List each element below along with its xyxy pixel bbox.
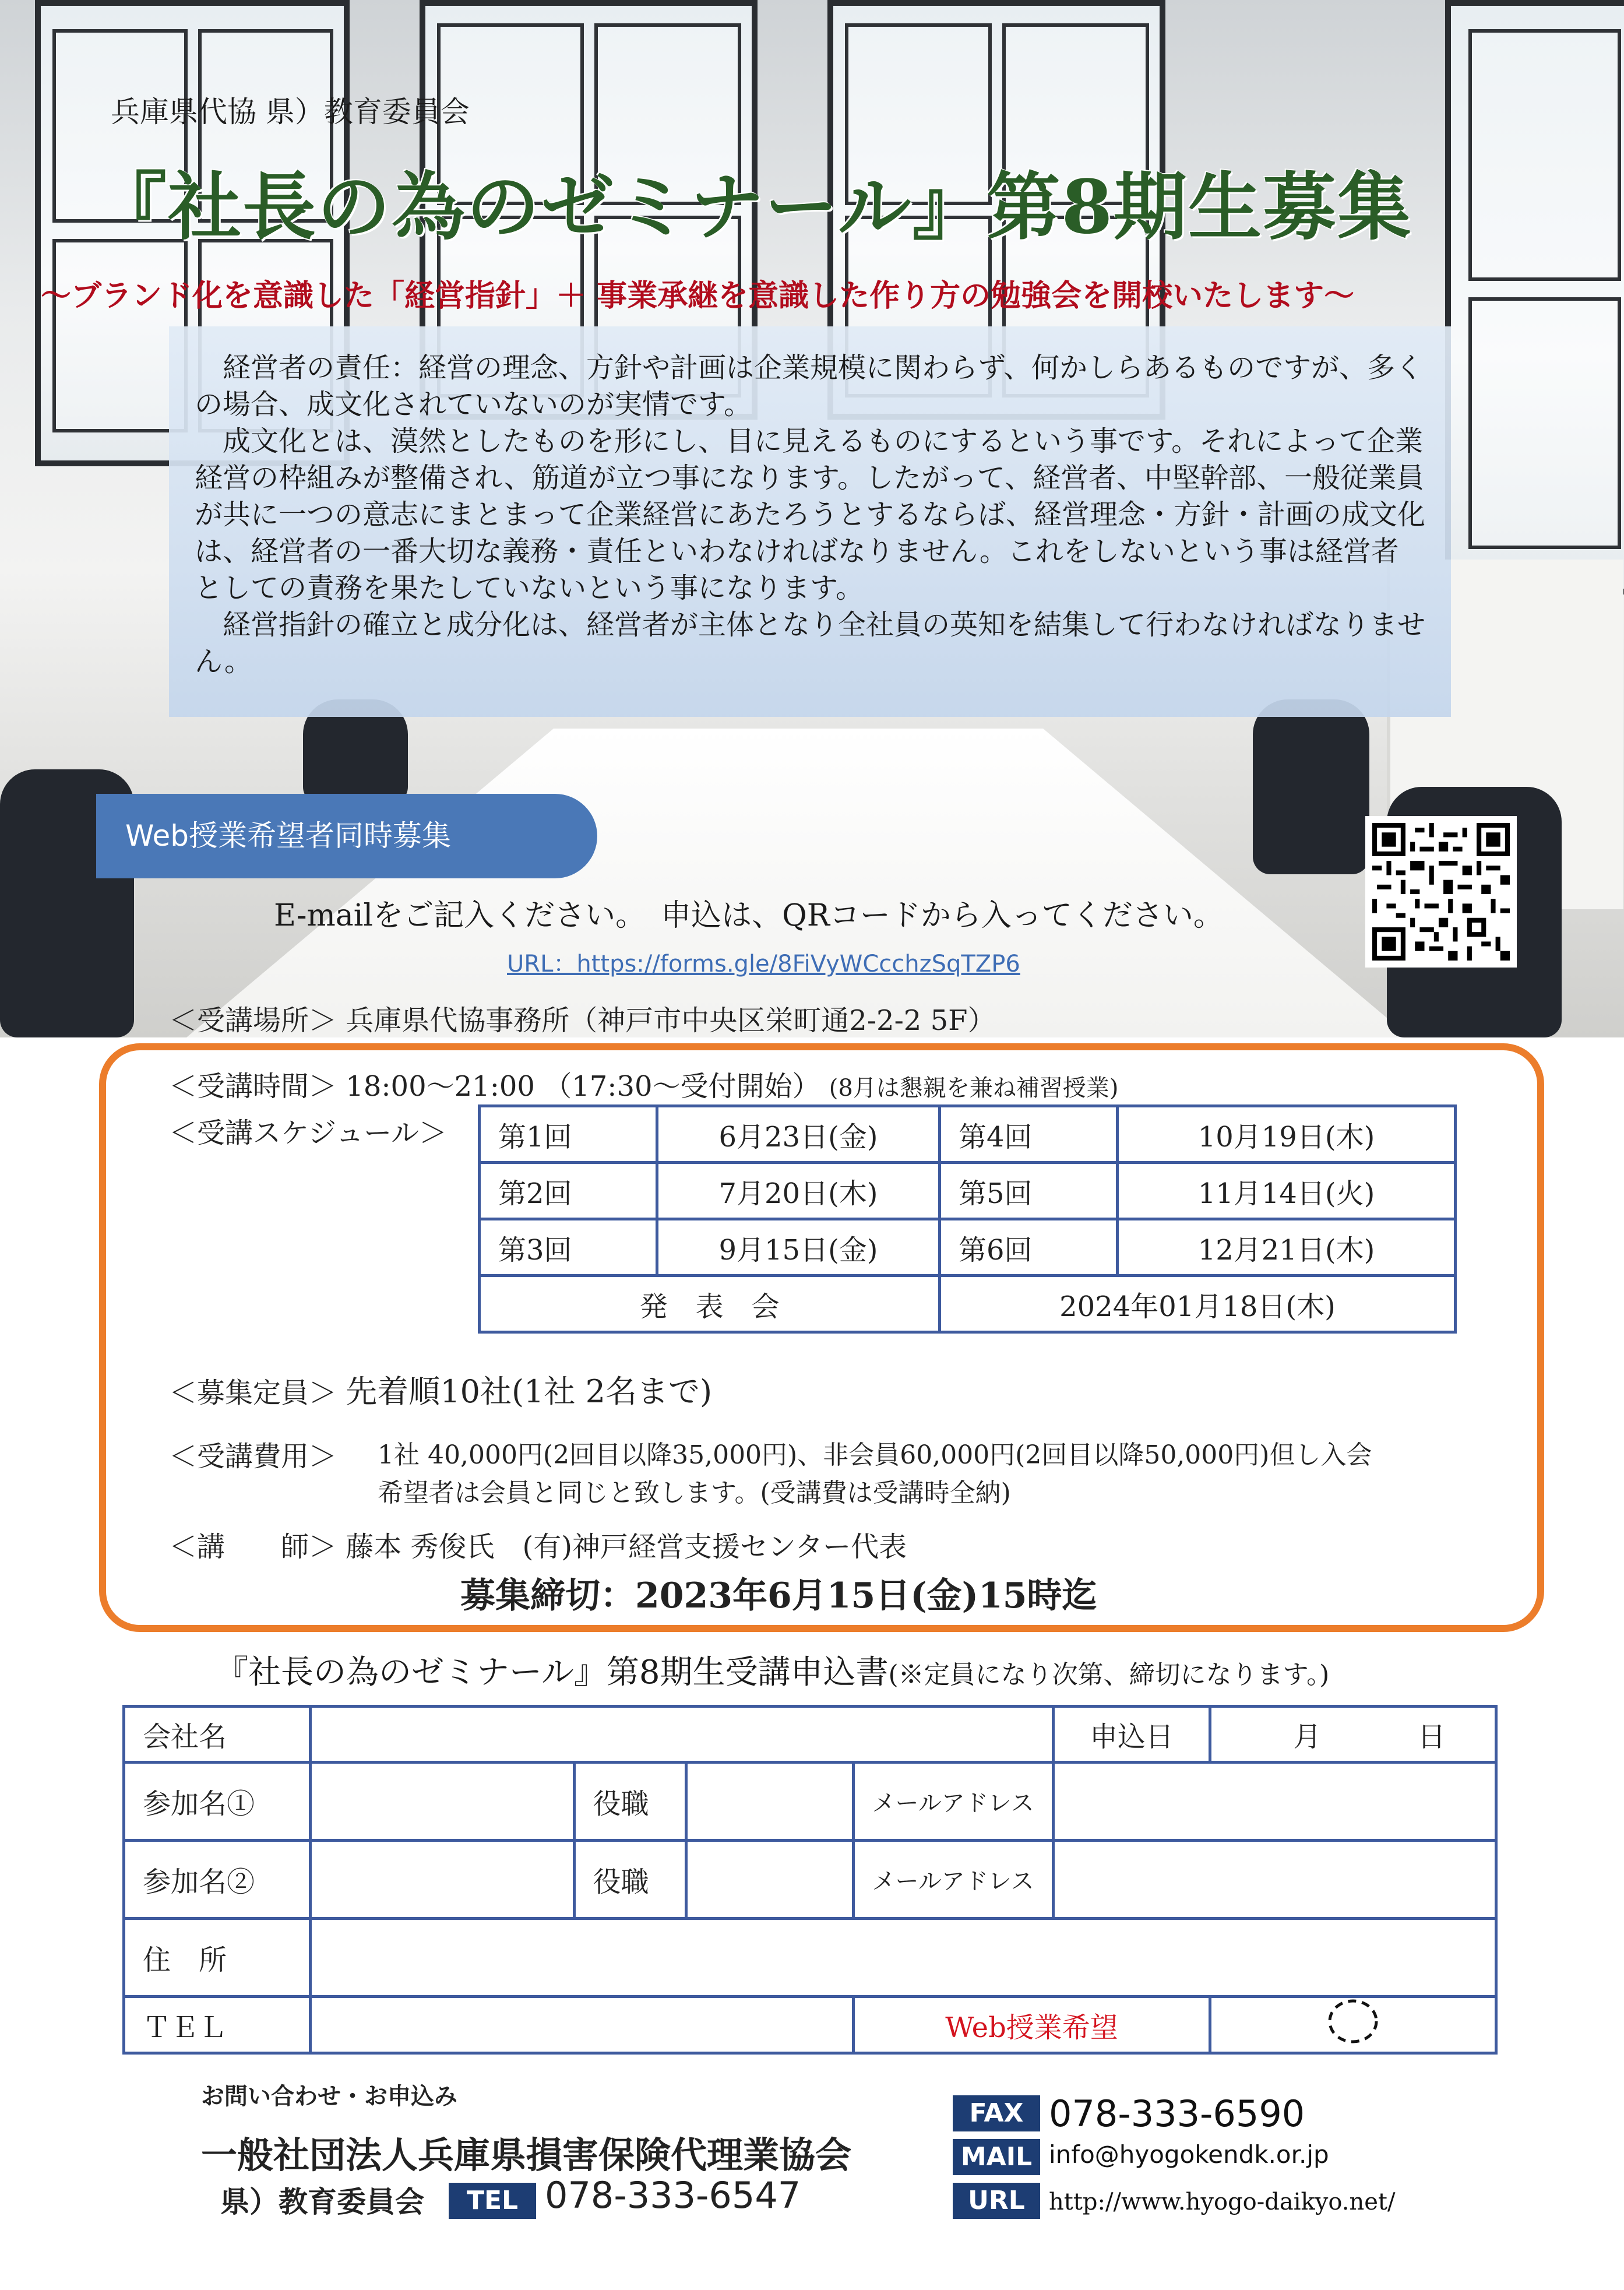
tel-number[interactable]: 078-333-6547 — [545, 2174, 801, 2217]
participant1-position-field[interactable] — [686, 1763, 853, 1841]
session-date: 6月23日(金) — [657, 1106, 940, 1163]
session-date: 11月14日(火) — [1118, 1163, 1456, 1219]
table-row — [124, 1841, 1496, 1919]
mail-label: メールアドレス — [853, 1841, 1053, 1919]
tel-label: ＴＥＬ — [124, 1997, 311, 2053]
fee-line: 希望者は会員と同じと致します。(受講費は受講時全納) — [378, 1478, 1011, 1508]
company-label: 会社名 — [124, 1707, 311, 1763]
table-row — [124, 1707, 1496, 1763]
mail-label: メールアドレス — [853, 1763, 1053, 1841]
email-instruction: E-mailをご記入ください。 申込は、QRコードから入ってください。 — [274, 898, 1224, 933]
tel-field[interactable] — [310, 1997, 853, 2053]
dashed-circle-icon — [1327, 1998, 1379, 2045]
final-presentation-date: 2024年01月18日(木) — [940, 1276, 1456, 1332]
table-row — [124, 1763, 1496, 1841]
venue-value: 兵庫県代協事務所（神戸市中央区栄町通2-2-2 5F） — [346, 1004, 996, 1037]
qr-code-icon — [1372, 823, 1510, 961]
application-form-table — [122, 1705, 1498, 2055]
web-request-label: Web授業希望 — [853, 1997, 1210, 2053]
time-row — [169, 1064, 1118, 1104]
organizer-label: 兵庫県代協 県）教育委員会 — [111, 95, 470, 129]
session-date: 9月15日(金) — [657, 1219, 940, 1276]
form-title-main: 『社長の為のゼミナール』第8期生受講申込書 — [216, 1654, 889, 1691]
venue-label: ＜受講場所＞ — [169, 1004, 337, 1037]
table-row — [124, 1919, 1496, 1997]
participant2-position-field[interactable] — [686, 1841, 853, 1919]
capacity-label: ＜募集定員＞ — [169, 1377, 337, 1409]
table-row — [480, 1163, 1456, 1219]
session-date: 12月21日(木) — [1118, 1219, 1456, 1276]
participant1-mail-field[interactable] — [1053, 1763, 1496, 1841]
tel-badge: TEL — [449, 2183, 536, 2219]
qr-code[interactable] — [1365, 816, 1517, 968]
position-label: 役職 — [574, 1841, 686, 1919]
day-label: 日 — [1417, 1721, 1446, 1753]
form-title — [216, 1647, 1329, 1693]
page-subtitle: ～ブランド化を意識した「経営指針」＋ 事業承継を意識した作り方の勉強会を開校いたします～ — [41, 278, 1355, 314]
participant1-name-field[interactable] — [310, 1763, 574, 1841]
capacity-row — [169, 1367, 712, 1412]
schedule-label: ＜受講スケジュール＞ — [169, 1117, 448, 1149]
web-recruit-banner: Web授業希望者同時募集 — [96, 794, 597, 878]
address-field[interactable] — [310, 1919, 1496, 1997]
lecturer-label: ＜講 師＞ — [169, 1531, 337, 1563]
participant2-name-field[interactable] — [310, 1841, 574, 1919]
web-request-checkbox[interactable] — [1210, 1997, 1496, 2053]
position-label: 役職 — [574, 1763, 686, 1841]
association-name: 一般社団法人兵庫県損害保険代理業協会 — [201, 2134, 852, 2176]
participant2-mail-field[interactable] — [1053, 1841, 1496, 1919]
session-number: 第6回 — [940, 1219, 1118, 1276]
fee-label: ＜受講費用＞ — [169, 1440, 337, 1473]
website-url[interactable]: http://www.hyogo-daikyo.net/ — [1049, 2189, 1396, 2215]
capacity-value: 先着順10社(1社 2名まで) — [346, 1373, 713, 1410]
final-presentation-label: 発 表 会 — [480, 1276, 940, 1332]
mail-address[interactable]: info@hyogokendk.or.jp — [1049, 2140, 1329, 2169]
session-number: 第1回 — [480, 1106, 657, 1163]
inquiry-label: お問い合わせ・お申込み — [201, 2083, 457, 2110]
session-date: 10月19日(木) — [1118, 1106, 1456, 1163]
table-row — [480, 1276, 1456, 1332]
intro-paragraph: 経営指針の確立と成分化は、経営者が主体となり全社員の英知を結集して行わなければなりません。 — [195, 608, 1426, 678]
session-number: 第2回 — [480, 1163, 657, 1219]
fee-line: 1社 40,000円(2回目以降35,000円)、非会員60,000円(2回目以降50,000円)但し入会 — [378, 1440, 1372, 1470]
fax-number: 078-333-6590 — [1049, 2092, 1305, 2135]
form-title-note: (※定員になり次第、締切になります。) — [888, 1660, 1330, 1690]
committee-name: 県）教育委員会 — [220, 2185, 424, 2219]
address-label: 住 所 — [124, 1919, 311, 1997]
participant2-label: 参加名② — [124, 1841, 311, 1919]
fax-badge: FAX — [953, 2095, 1040, 2131]
lecturer-value: 藤本 秀俊氏 (有)神戸経営支援センター代表 — [346, 1531, 907, 1563]
table-row — [124, 1997, 1496, 2053]
intro-text-box — [169, 326, 1451, 717]
company-field[interactable] — [310, 1707, 1053, 1763]
time-label: ＜受講時間＞ — [169, 1070, 337, 1103]
month-label: 月 — [1293, 1721, 1322, 1753]
apply-date-label: 申込日 — [1053, 1707, 1210, 1763]
apply-date-field[interactable] — [1210, 1707, 1496, 1763]
url-badge: URL — [953, 2183, 1040, 2219]
schedule-table — [478, 1104, 1457, 1334]
participant1-label: 参加名① — [124, 1763, 311, 1841]
time-note: (8月は懇親を兼ね補習授業) — [829, 1075, 1119, 1102]
intro-paragraph: 成文化とは、漠然としたものを形にし、目に見えるものにするという事です。それによって企業経営の枠組みが整備され、筋道が立つ事になります。したがって、経営者、中堅幹部、一般従業員が共に一つの意志にまとまって企業経営にあたろうとするならば、経営理念・方針・計画の成文化は、経営者の一番大切な義務・責任といわなければなりません。これをしないという事は経営者としての責務を果たしていないという事になります。 — [195, 425, 1426, 604]
session-number: 第5回 — [940, 1163, 1118, 1219]
intro-paragraph: 経営者の責任：経営の理念、方針や計画は企業規模に関わらず、何かしらあるものですが、多くの場合、成文化されていないのが実情です。 — [195, 351, 1424, 421]
time-value: 18:00～21:00 （17:30～受付開始） — [346, 1070, 820, 1103]
form-url-link[interactable]: URL：https://forms.gle/8FiVyWCcchzSqTZP6 — [507, 951, 1020, 977]
session-date: 7月20日(木) — [657, 1163, 940, 1219]
lecturer-row — [169, 1524, 907, 1564]
table-row — [480, 1219, 1456, 1276]
deadline: 募集締切：2023年6月15日(金)15時迄 — [460, 1575, 1097, 1616]
session-number: 第4回 — [940, 1106, 1118, 1163]
table-row — [480, 1106, 1456, 1163]
mail-badge: MAIL — [953, 2139, 1040, 2175]
session-number: 第3回 — [480, 1219, 657, 1276]
page-title: 『社長の為のゼミナール』第8期生募集 — [93, 164, 1412, 250]
venue-row — [169, 998, 995, 1038]
